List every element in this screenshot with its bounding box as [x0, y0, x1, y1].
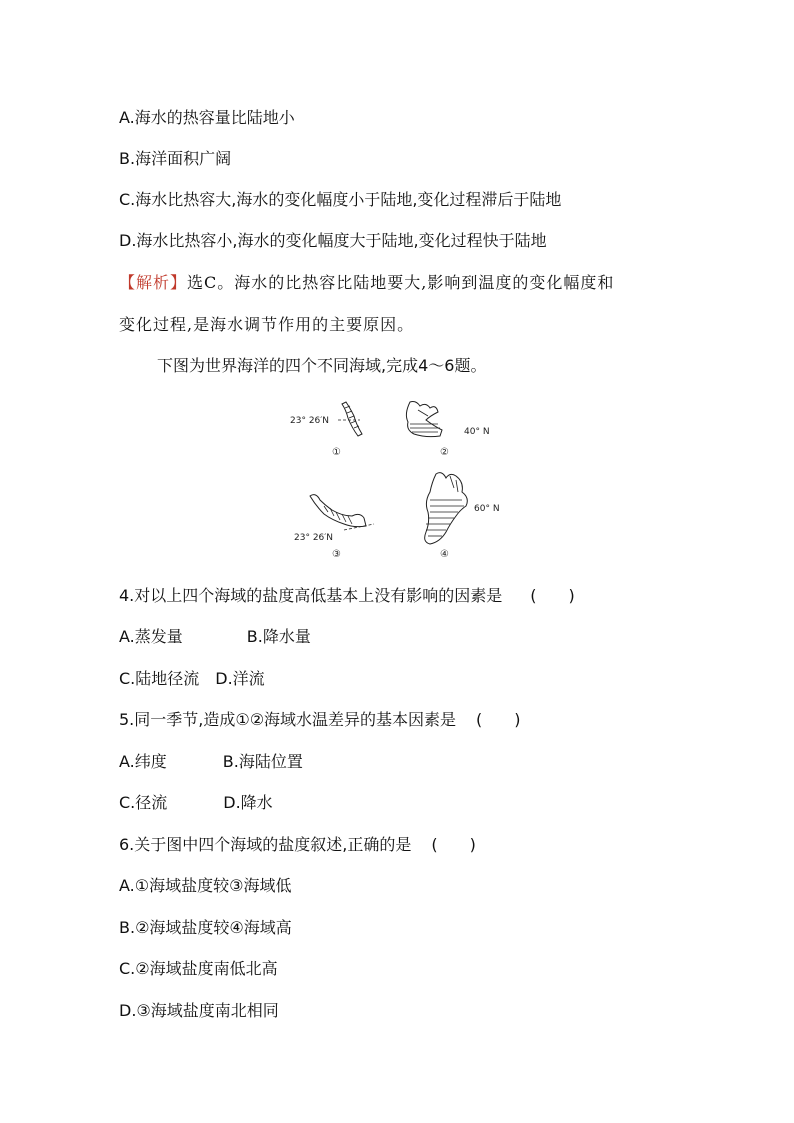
sea-area-1-map — [290, 402, 362, 458]
sea-area-1-latitude: 23° 26′N — [290, 416, 330, 426]
figure-intro-text: 下图为世界海洋的四个不同海域,完成4～6题。 — [157, 356, 487, 375]
q5-option-a: A.纬度 — [119, 752, 167, 771]
sea-area-2-number: ② — [440, 447, 449, 458]
q4-options-row-1 — [119, 627, 311, 647]
sea-area-1-number: ① — [332, 447, 341, 458]
q5-option-d: D.降水 — [223, 793, 273, 812]
q6-answer-blank: ( ) — [431, 835, 476, 854]
q3-option-c: C.海水比热容大,海水的变化幅度小于陆地,变化过程滞后于陆地 — [119, 190, 562, 209]
q6-option-c: C.②海域盐度南低北高 — [119, 959, 278, 978]
q3-option-b: B.海洋面积广阔 — [119, 149, 232, 168]
sea-area-2-latitude: 40° N — [464, 427, 490, 437]
sea-areas-figure — [280, 392, 520, 560]
q4-option-a: A.蒸发量 — [119, 627, 183, 646]
analysis-text-1: 选C。海水的比热容比陆地要大,影响到温度的变化幅度和 — [187, 273, 615, 292]
q6-stem — [119, 835, 476, 855]
analysis-line-2: 变化过程,是海水调节作用的主要原因。 — [119, 315, 415, 334]
sea-area-4-map — [425, 473, 500, 560]
sea-area-3-number: ③ — [332, 549, 341, 560]
q5-answer-blank: ( ) — [476, 710, 521, 729]
sea-area-4-number: ④ — [440, 549, 449, 560]
analysis-line-1 — [119, 273, 614, 293]
q4-stem — [119, 586, 575, 606]
sea-area-3-map — [294, 495, 374, 560]
sea-area-4-latitude: 60° N — [474, 504, 500, 514]
q4-option-b: B.降水量 — [246, 627, 311, 646]
q6-option-b: B.②海域盐度较④海域高 — [119, 918, 292, 937]
q5-options-row-2 — [119, 793, 273, 813]
q3-option-a: A.海水的热容量比陆地小 — [119, 108, 295, 127]
q5-stem — [119, 710, 521, 730]
sea-area-2-map — [406, 402, 489, 459]
q6-stem-text: 6.关于图中四个海域的盐度叙述,正确的是 — [119, 835, 412, 854]
q5-stem-text: 5.同一季节,造成①②海域水温差异的基本因素是 — [119, 710, 457, 729]
q5-option-c: C.径流 — [119, 793, 168, 812]
analysis-tag: 【解析】 — [119, 273, 188, 292]
q3-option-d: D.海水比热容小,海水的变化幅度大于陆地,变化过程快于陆地 — [119, 231, 547, 250]
q4-answer-blank: ( ) — [530, 586, 575, 605]
q4-options-row-2 — [119, 669, 265, 689]
q4-option-d: D.洋流 — [215, 669, 265, 688]
q6-option-d: D.③海域盐度南北相同 — [119, 1001, 279, 1020]
q6-option-a: A.①海域盐度较③海域低 — [119, 876, 292, 895]
sea-area-3-latitude: 23° 26′N — [294, 533, 334, 543]
q5-options-row-1 — [119, 752, 303, 772]
q4-stem-text: 4.对以上四个海域的盐度高低基本上没有影响的因素是 — [119, 586, 503, 605]
q4-option-c: C.陆地径流 — [119, 669, 200, 688]
q5-option-b: B.海陆位置 — [222, 752, 303, 771]
